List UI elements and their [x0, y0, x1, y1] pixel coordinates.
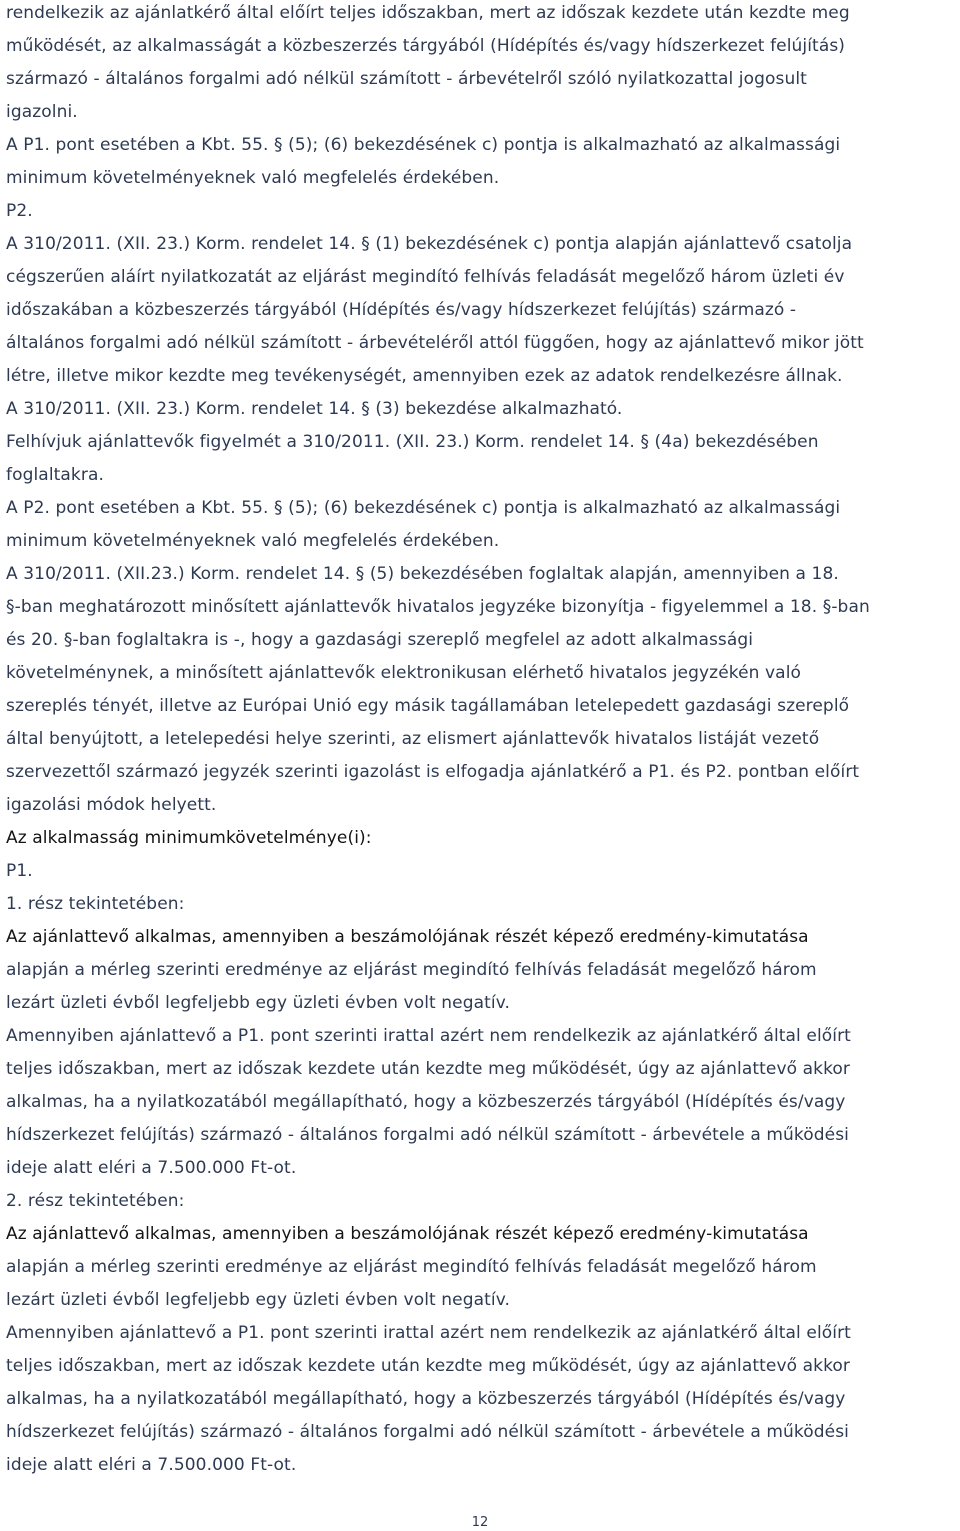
text-line: alkalmas, ha a nyilatkozatából megállapítható, hogy a közbeszerzés tárgyából (Hídépítés és/vagy	[6, 1389, 846, 1409]
text-line: létre, illetve mikor kezdte meg tevékenységét, amennyiben ezek az adatok rendelkezésre állnak.	[6, 366, 843, 386]
text-line: minimum követelményeknek való megfelelés érdekében.	[6, 168, 500, 188]
text-line: alapján a mérleg szerinti eredménye az eljárást megindító felhívás feladását megelőző három	[6, 960, 817, 980]
text-line: 1. rész tekintetében:	[6, 894, 185, 914]
text-line: hídszerkezet felújítás) származó - általános forgalmi adó nélkül számított - árbevétele a működési	[6, 1125, 849, 1145]
text-line: Amennyiben ajánlattevő a P1. pont szerinti irattal azért nem rendelkezik az ajánlatkérő által előírt	[6, 1323, 851, 1343]
text-line: hídszerkezet felújítás) származó - általános forgalmi adó nélkül számított - árbevétele a működési	[6, 1422, 849, 1442]
page-number: 12	[471, 1515, 489, 1530]
text-line: A P2. pont esetében a Kbt. 55. § (5); (6) bekezdésének c) pontja is alkalmazható az alkalmassági	[6, 498, 841, 518]
text-line: által benyújtott, a letelepedési helye szerinti, az elismert ajánlattevők hivatalos listáját vezető	[6, 729, 820, 749]
text-line: szereplés tényét, illetve az Európai Unió egy másik tagállamában letelepedett gazdasági szereplő	[6, 696, 850, 716]
text-line: ideje alatt eléri a 7.500.000 Ft-ot.	[6, 1158, 297, 1178]
text-line: A P1. pont esetében a Kbt. 55. § (5); (6) bekezdésének c) pontja is alkalmazható az alkalmassági	[6, 135, 841, 155]
text-line: rendelkezik az ajánlatkérő által előírt teljes időszakban, mert az időszak kezdete után kezdte meg	[6, 3, 850, 23]
text-line: A 310/2011. (XII. 23.) Korm. rendelet 14. § (1) bekezdésének c) pontja alapján ajánlattevő csatolja	[6, 234, 853, 254]
text-line: P2.	[6, 201, 33, 221]
text-line: minimum követelményeknek való megfelelés érdekében.	[6, 531, 500, 551]
text-line: Az ajánlattevő alkalmas, amennyiben a beszámolójának részét képező eredmény-kimutatása	[6, 1224, 809, 1244]
text-line: A 310/2011. (XII. 23.) Korm. rendelet 14. § (3) bekezdése alkalmazható.	[6, 399, 623, 419]
text-line: igazolási módok helyett.	[6, 795, 217, 815]
text-line: Az ajánlattevő alkalmas, amennyiben a beszámolójának részét képező eredmény-kimutatása	[6, 927, 809, 947]
text-line: működését, az alkalmasságát a közbeszerzés tárgyából (Hídépítés és/vagy hídszerkezet felújítás)	[6, 36, 846, 56]
text-line: teljes időszakban, mert az időszak kezdete után kezdte meg működését, úgy az ajánlattevő akkor	[6, 1356, 851, 1376]
text-line: 2. rész tekintetében:	[6, 1191, 185, 1211]
text-line: lezárt üzleti évből legfeljebb egy üzleti évben volt negatív.	[6, 993, 511, 1013]
text-line: származó - általános forgalmi adó nélkül számított - árbevételről szóló nyilatkozattal jogosult	[6, 69, 807, 89]
text-line: követelménynek, a minősített ajánlattevők elektronikusan elérhető hivatalos jegyzékén való	[6, 663, 802, 683]
text-line: foglaltakra.	[6, 465, 104, 485]
text-line: §-ban meghatározott minősített ajánlattevők hivatalos jegyzéke bizonyítja - figyelemmel a 18. §-ban	[6, 597, 870, 617]
text-line: Felhívjuk ajánlattevők figyelmét a 310/2011. (XII. 23.) Korm. rendelet 14. § (4a) bekezdésében	[6, 432, 819, 452]
text-line: igazolni.	[6, 102, 78, 122]
text-line: alapján a mérleg szerinti eredménye az eljárást megindító felhívás feladását megelőző három	[6, 1257, 817, 1277]
section-heading: Az alkalmasság minimumkövetelménye(i):	[6, 828, 372, 848]
text-line: alkalmas, ha a nyilatkozatából megállapítható, hogy a közbeszerzés tárgyából (Hídépítés és/vagy	[6, 1092, 846, 1112]
text-line: A 310/2011. (XII.23.) Korm. rendelet 14. § (5) bekezdésében foglaltak alapján, amennyiben a 18.	[6, 564, 839, 584]
text-line: szervezettől származó jegyzék szerinti igazolást is elfogadja ajánlatkérő a P1. és P2. pontban előírt	[6, 762, 860, 782]
text-line: ideje alatt eléri a 7.500.000 Ft-ot.	[6, 1455, 297, 1475]
text-line: cégszerűen aláírt nyilatkozatát az eljárást megindító felhívás feladását megelőző három üzleti év	[6, 267, 845, 287]
text-line: lezárt üzleti évből legfeljebb egy üzleti évben volt negatív.	[6, 1290, 511, 1310]
text-line: Amennyiben ajánlattevő a P1. pont szerinti irattal azért nem rendelkezik az ajánlatkérő által előírt	[6, 1026, 851, 1046]
text-line: P1.	[6, 861, 33, 881]
text-line: és 20. §-ban foglaltakra is -, hogy a gazdasági szereplő megfelel az adott alkalmassági	[6, 630, 754, 650]
text-line: általános forgalmi adó nélkül számított - árbevételéről attól függően, hogy az ajánlattevő mikor jött	[6, 333, 864, 353]
text-line: teljes időszakban, mert az időszak kezdete után kezdte meg működését, úgy az ajánlattevő akkor	[6, 1059, 851, 1079]
text-line: időszakában a közbeszerzés tárgyából (Hídépítés és/vagy hídszerkezet felújítás) származó -	[6, 300, 797, 320]
